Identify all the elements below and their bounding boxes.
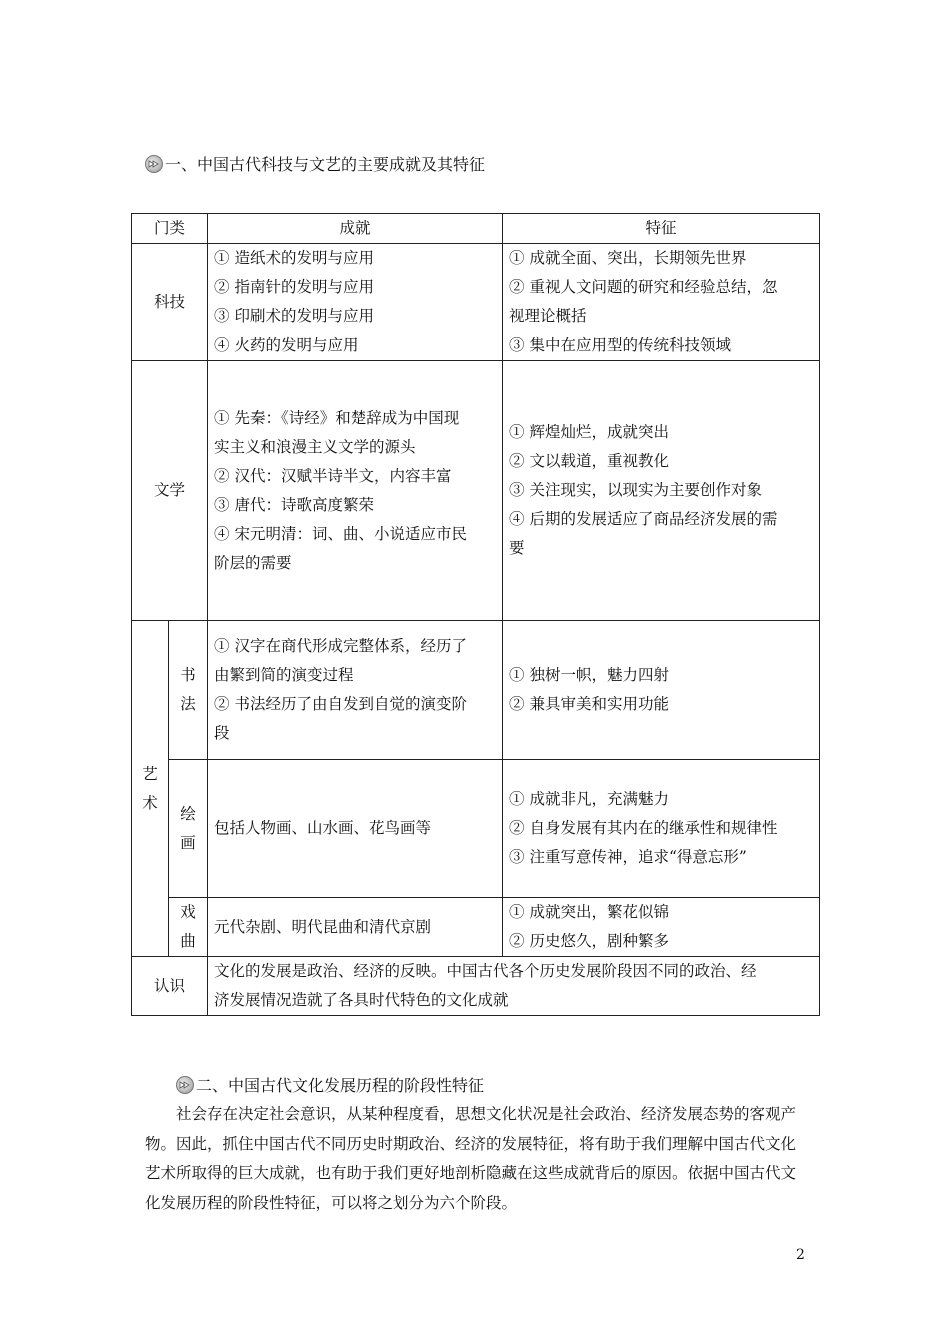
arrow-bullet-icon bbox=[145, 155, 163, 173]
subcategory-calligraphy: 书 法 bbox=[169, 621, 208, 760]
section1-heading bbox=[145, 152, 485, 175]
header-achievements: 成就 bbox=[208, 214, 503, 244]
arrow-bullet-icon bbox=[176, 1076, 194, 1094]
section2-title: 二、中国古代文化发展历程的阶段性特征 bbox=[196, 1076, 485, 1095]
table-row-painting bbox=[132, 760, 820, 898]
header-category: 门类 bbox=[132, 214, 208, 244]
category-science: 科技 bbox=[132, 244, 208, 361]
table-row-understanding bbox=[132, 957, 820, 1016]
opera-features: ① 成就突出，繁花似锦 ② 历史悠久，剧种繁多 bbox=[503, 898, 820, 957]
table-row-calligraphy bbox=[132, 621, 820, 760]
literature-features: ① 辉煌灿烂，成就突出 ② 文以载道，重视教化 ③ 关注现实，以现实为主要创作对象 ④ 后期的发展适应了商品经济发展的需 要 bbox=[503, 361, 820, 621]
category-art: 艺 术 bbox=[132, 621, 169, 957]
calligraphy-features: ① 独树一帜，魅力四射 ② 兼具审美和实用功能 bbox=[503, 621, 820, 760]
section2-paragraph: 社会存在决定社会意识，从某种程度看，思想文化状况是社会政治、经济发展态势的客观产物。因此，抓住中国古代不同历史时期政治、经济的发展特征，将有助于我们理解中国古代文化艺术所取得的巨大成就，也有助于我们更好地剖析隐藏在这些成就背后的原因。依据中国古代文化发展历程的阶段性特征，可以将之划分为六个阶段。 bbox=[145, 1105, 797, 1212]
understanding-text: 文化的发展是政治、经济的反映。中国古代各个历史发展阶段因不同的政治、经 济发展情况造就了各具时代特色的文化成就 bbox=[208, 957, 820, 1016]
achievements-table bbox=[131, 213, 820, 1016]
section2-heading bbox=[176, 1073, 484, 1096]
page-number: 2 bbox=[796, 1247, 805, 1263]
section1-title: 一、中国古代科技与文艺的主要成就及其特征 bbox=[165, 155, 486, 174]
literature-achievements: ① 先秦：《诗经》和楚辞成为中国现 实主义和浪漫主义文学的源头 ② 汉代：汉赋半诗半文，内容丰富 ③ 唐代：诗歌高度繁荣 ④ 宋元明清：词、曲、小说适应市民 阶层的需要 bbox=[208, 361, 503, 621]
category-literature: 文学 bbox=[132, 361, 208, 621]
science-achievements: ① 造纸术的发明与应用 ② 指南针的发明与应用 ③ 印刷术的发明与应用 ④ 火药的发明与应用 bbox=[208, 244, 503, 361]
subcategory-painting: 绘 画 bbox=[169, 760, 208, 898]
painting-achievements: 包括人物画、山水画、花鸟画等 bbox=[208, 760, 503, 898]
calligraphy-achievements: ① 汉字在商代形成完整体系，经历了 由繁到简的演变过程 ② 书法经历了由自发到自觉的演变阶 段 bbox=[208, 621, 503, 760]
category-understanding: 认识 bbox=[132, 957, 208, 1016]
science-features: ① 成就全面、突出，长期领先世界 ② 重视人文问题的研究和经验总结，忽 视理论概括 ③ 集中在应用型的传统科技领域 bbox=[503, 244, 820, 361]
header-features: 特征 bbox=[503, 214, 820, 244]
table-header-row bbox=[132, 214, 820, 244]
table-row-opera bbox=[132, 898, 820, 957]
subcategory-opera: 戏 曲 bbox=[169, 898, 208, 957]
opera-achievements: 元代杂剧、明代昆曲和清代京剧 bbox=[208, 898, 503, 957]
table-row-science bbox=[132, 244, 820, 361]
painting-features: ① 成就非凡，充满魅力 ② 自身发展有其内在的继承性和规律性 ③ 注重写意传神，追求“得意忘形” bbox=[503, 760, 820, 898]
table-row-literature bbox=[132, 361, 820, 621]
